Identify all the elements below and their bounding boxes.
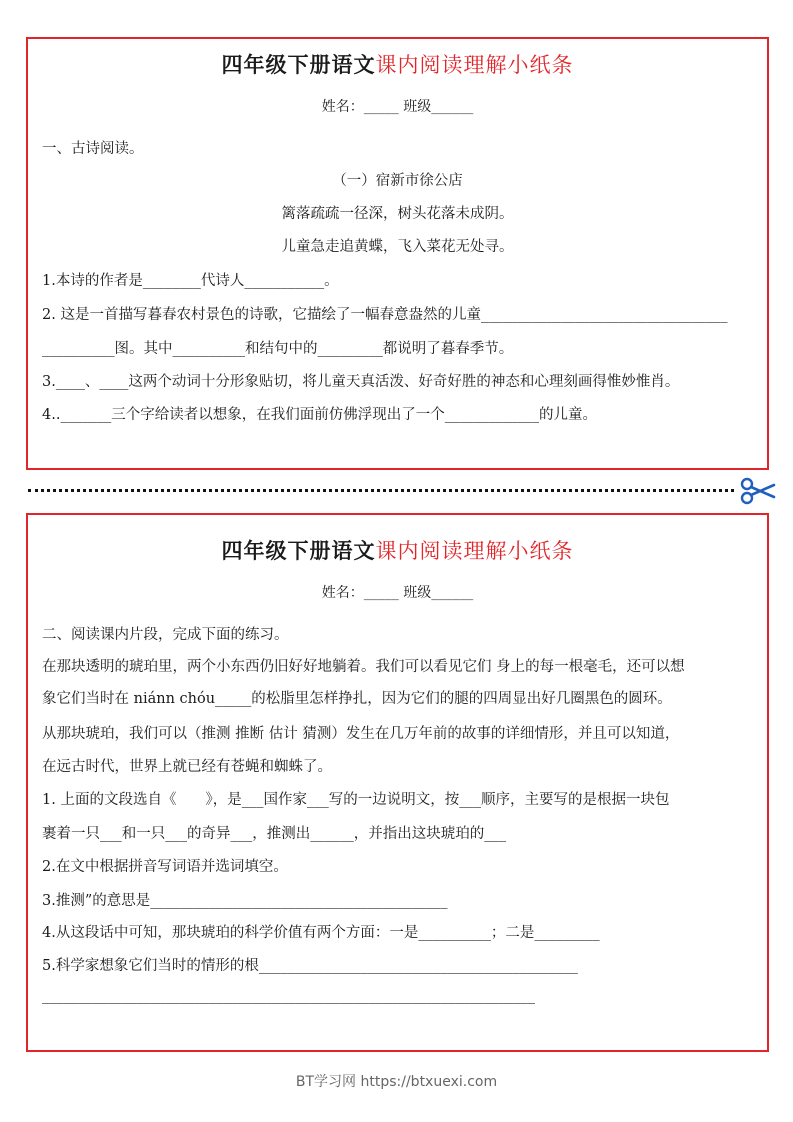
section-heading: 一、古诗阅读。 — [42, 141, 144, 157]
card-title — [28, 49, 767, 79]
question-1-line-2: 裹着一只___和一只___的奇异___，推测出______，并指出这块琥珀的___ — [42, 826, 506, 842]
question-1-line-1: 1. 上面的文段选自《 》，是___国作家___写的一边说明文，按___顺序，主要写的是根据一块包 — [42, 792, 670, 808]
footer-watermark: BT学习网 https://btxuexi.com — [295, 1074, 498, 1090]
question-4: 4.从这段话中可知，那块琥珀的科学价值有两个方面：一是__________；二是_________ — [42, 925, 600, 941]
passage-line-3: 从那块琥珀，我们可以（推测 推断 估计 猜测）发生在几万年前的故事的详细情形，并且可以知道， — [42, 726, 680, 742]
poem-title: （一）宿新市徐公店 — [332, 173, 463, 189]
question-2-line-2: __________图。其中__________和结句中的_________都说明了暮春季节。 — [42, 341, 514, 357]
passage-line-2: 象它们当时在 niánn chóu_____的松脂里怎样挣扎，因为它们的腿的四周显出好几圈黑色的圆环。 — [42, 691, 672, 707]
passage-line-1: 在那块透明的琥珀里，两个小东西仍旧好好地躺着。我们可以看见它们 身上的每一根毫毛，还可以想 — [42, 659, 685, 675]
title-black: 四年级下册语文 — [221, 52, 376, 77]
question-1: 1.本诗的作者是________代诗人___________。 — [42, 273, 339, 289]
poem-line-1: 篱落疏疏一径深，树头花落未成阴。 — [281, 206, 514, 222]
question-2-line-1: 2. 这是一首描写暮春农村景色的诗歌，它描绘了一幅春意盎然的儿童__________________________________ — [42, 307, 728, 323]
answer-blank-line: ____________________________________________________________________ — [42, 988, 535, 1004]
worksheet-card-2 — [26, 513, 769, 1052]
question-4: 4.._______三个字给读者以想象，在我们面前仿佛浮现出了一个_____________的儿童。 — [42, 407, 597, 423]
question-5: 5.科学家想象它们当时的情形的根____________________________________________ — [42, 958, 578, 974]
title-red: 课内阅读理解小纸条 — [375, 539, 574, 563]
card-title — [28, 535, 767, 565]
worksheet-card-1 — [26, 37, 769, 470]
cut-line — [28, 489, 734, 492]
title-red: 课内阅读理解小纸条 — [375, 53, 574, 77]
question-3: 3.____、____这两个动词十分形象贴切，将儿童天真活泼、好奇好胜的神态和心理刻画得惟妙惟肖。 — [42, 374, 680, 390]
scissors-icon — [740, 476, 776, 506]
name-class-line: 姓名：_____ 班级______ — [321, 99, 474, 115]
poem-line-2: 儿童急走追黄蝶，飞入菜花无处寻。 — [281, 239, 514, 255]
name-class-line: 姓名：_____ 班级______ — [321, 585, 474, 601]
passage-line-4: 在远古时代，世界上就已经有苍蝇和蜘蛛了。 — [42, 759, 332, 775]
title-black: 四年级下册语文 — [221, 538, 376, 563]
section-heading: 二、阅读课内片段，完成下面的练习。 — [42, 627, 289, 643]
question-3: 3.推测”的意思是_________________________________________ — [42, 893, 448, 909]
question-2: 2.在文中根据拼音写词语并选词填空。 — [42, 859, 288, 875]
